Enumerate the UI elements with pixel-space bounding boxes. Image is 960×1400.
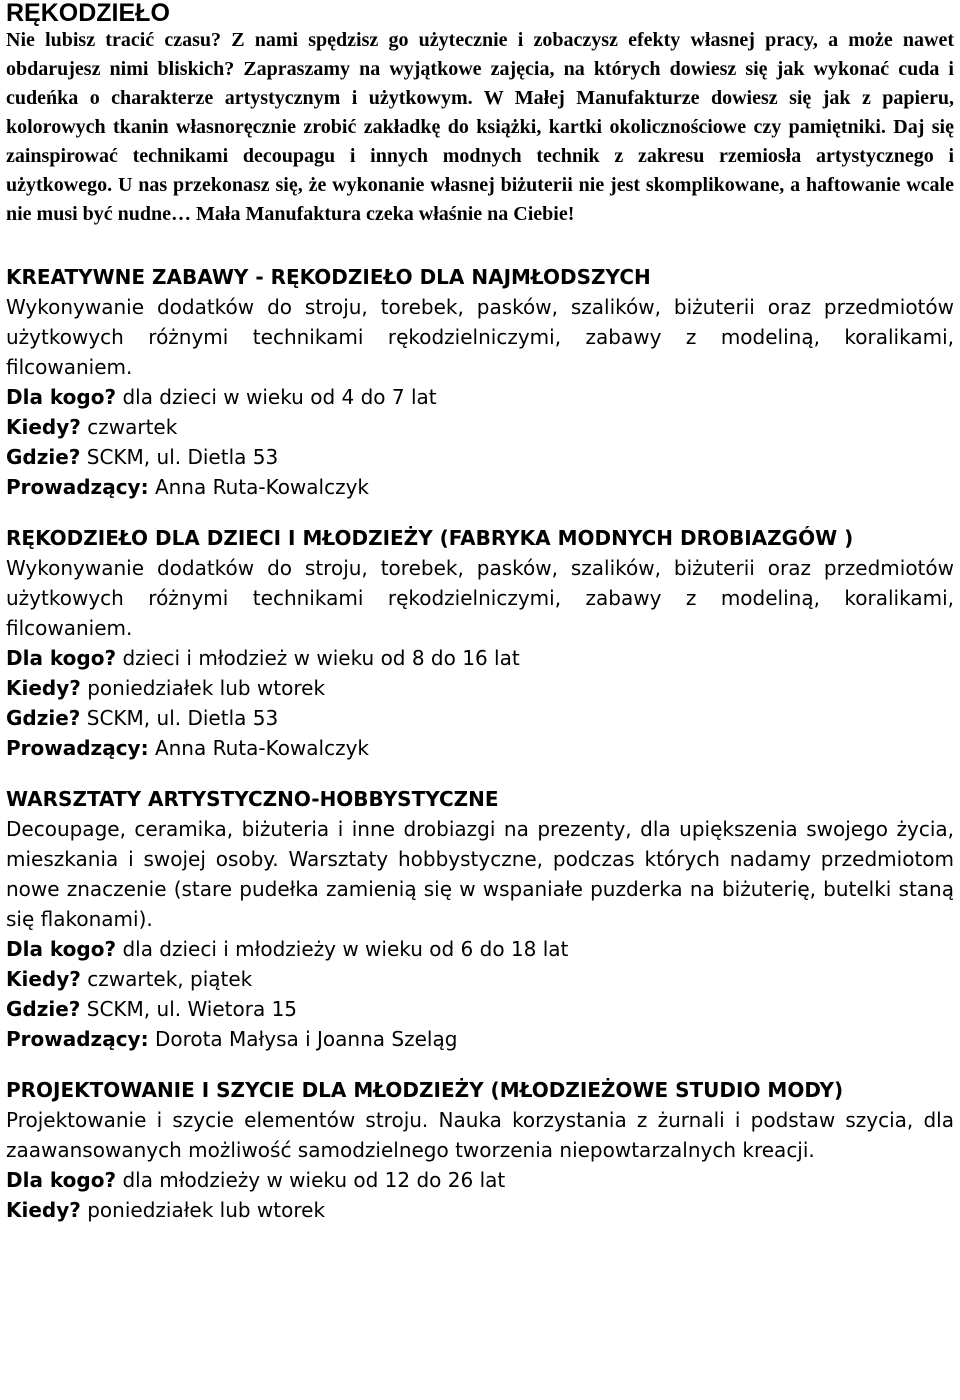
- label-who: Dla kogo?: [6, 937, 117, 961]
- detail-leader: [6, 472, 954, 502]
- value-who: dla dzieci w wieku od 4 do 7 lat: [122, 385, 437, 409]
- section-title: KREATYWNE ZABAWY - RĘKODZIEŁO DLA NAJMŁODSZYCH: [6, 265, 651, 289]
- detail-leader: [6, 1024, 954, 1054]
- value-leader: Anna Ruta-Kowalczyk: [154, 736, 370, 760]
- intro-paragraph: Nie lubisz tracić czasu? Z nami spędzisz go użytecznie i zobaczysz efekty własnej pracy, a może nawet obdarujesz nimi bliskich? Zapraszamy na wyjątkowe zajęcia, na których dowiesz się jak wykonać cuda i cudeńka o charakterze artystycznym i użytkowym. W Małej Manufakturze dowiesz się jak z papieru, kolorowych tkanin własnoręcznie zrobić zakładkę do książki, kartki okolicznościowe czy pamiętniki. Daj się zainspirować technikami decoupagu i innych modnych technik z zakresu rzemiosła artystycznego i użytkowego. U nas przekonasz się, że wykonanie własnej biżuterii nie jest skomplikowane, a haftowanie wcale nie musi być nudne… Mała Manufaktura czeka właśnie na Ciebie!: [6, 29, 954, 225]
- section-warsztaty-artystyczne: [6, 784, 954, 1054]
- section-description: Projektowanie i szycie elementów stroju. Nauka korzystania z żurnali i podstaw szycia, dla zaawansowanych możliwość samodzielnego tworzenia niepowtarzalnych kreacji.: [6, 1108, 954, 1162]
- section-description: Wykonywanie dodatków do stroju, torebek, pasków, szalików, biżuterii oraz przedmiotów użytkowych różnymi technikami rękodzielniczymi, zabawy z modeliną, koralikami, filcowaniem.: [6, 556, 954, 640]
- value-when: poniedziałek lub wtorek: [87, 676, 326, 700]
- section-description: Decoupage, ceramika, biżuteria i inne drobiazgi na prezenty, dla upiększenia swojego życia, mieszkania i swojej osoby. Warsztaty hobbystyczne, podczas których nadamy przedmiotom nowe znaczenie (stare pudełka zamienią się w wspaniałe puzderka na biżuterię, butelki staną się flakonami).: [6, 817, 954, 931]
- page-title: RĘKODZIEŁO: [6, 0, 170, 27]
- detail-where: [6, 703, 954, 733]
- detail-when: [6, 412, 954, 442]
- value-where: SCKM, ul. Dietla 53: [86, 706, 279, 730]
- value-when: czwartek, piątek: [87, 967, 253, 991]
- label-when: Kiedy?: [6, 415, 81, 439]
- label-when: Kiedy?: [6, 1198, 81, 1222]
- label-leader: Prowadzący:: [6, 1027, 149, 1051]
- value-who: dla młodzieży w wieku od 12 do 26 lat: [122, 1168, 506, 1192]
- value-who: dla dzieci i młodzieży w wieku od 6 do 18 lat: [122, 937, 569, 961]
- value-where: SCKM, ul. Wietora 15: [86, 997, 298, 1021]
- section-title: WARSZTATY ARTYSTYCZNO-HOBBYSTYCZNE: [6, 787, 499, 811]
- detail-when: [6, 673, 954, 703]
- value-leader: Anna Ruta-Kowalczyk: [154, 475, 370, 499]
- value-when: czwartek: [87, 415, 178, 439]
- section-title: RĘKODZIEŁO DLA DZIECI I MŁODZIEŻY (FABRYKA MODNYCH DROBIAZGÓW ): [6, 526, 854, 550]
- label-where: Gdzie?: [6, 445, 81, 469]
- detail-when: [6, 1195, 954, 1225]
- label-leader: Prowadzący:: [6, 736, 149, 760]
- value-where: SCKM, ul. Dietla 53: [86, 445, 279, 469]
- label-where: Gdzie?: [6, 706, 81, 730]
- detail-when: [6, 964, 954, 994]
- label-who: Dla kogo?: [6, 646, 117, 670]
- section-projektowanie-i-szycie: [6, 1075, 954, 1225]
- value-when: poniedziałek lub wtorek: [87, 1198, 326, 1222]
- label-where: Gdzie?: [6, 997, 81, 1021]
- detail-who: [6, 643, 954, 673]
- value-leader: Dorota Małysa i Joanna Szeląg: [154, 1027, 458, 1051]
- section-title: PROJEKTOWANIE I SZYCIE DLA MŁODZIEŻY (MŁODZIEŻOWE STUDIO MODY): [6, 1078, 844, 1102]
- detail-who: [6, 934, 954, 964]
- section-kreatywne-zabawy: [6, 262, 954, 502]
- label-when: Kiedy?: [6, 676, 81, 700]
- detail-where: [6, 994, 954, 1024]
- detail-where: [6, 442, 954, 472]
- section-rekodzielo-dla-dzieci: [6, 523, 954, 763]
- section-description: Wykonywanie dodatków do stroju, torebek, pasków, szalików, biżuterii oraz przedmiotów użytkowych różnymi technikami rękodzielniczymi, zabawy z modeliną, koralikami, filcowaniem.: [6, 295, 954, 379]
- value-who: dzieci i młodzież w wieku od 8 do 16 lat: [122, 646, 520, 670]
- label-leader: Prowadzący:: [6, 475, 149, 499]
- detail-who: [6, 382, 954, 412]
- detail-who: [6, 1165, 954, 1195]
- label-when: Kiedy?: [6, 967, 81, 991]
- label-who: Dla kogo?: [6, 1168, 117, 1192]
- detail-leader: [6, 733, 954, 763]
- label-who: Dla kogo?: [6, 385, 117, 409]
